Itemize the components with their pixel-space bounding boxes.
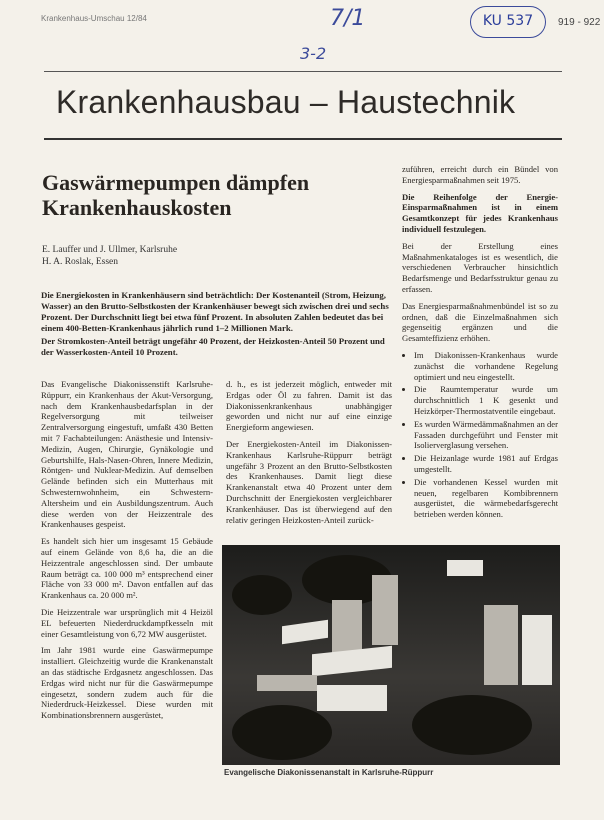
archive-stamp: KU 537	[470, 6, 546, 38]
list-item: • Es wurden Wärmedämmaßnahmen an der Fassaden durchgeführt und Fenster mit Isolierverglasung versehen.	[414, 419, 558, 451]
photo-caption: Evangelische Diakonissenanstalt in Karlsruhe-Rüppurr	[224, 768, 434, 777]
body-paragraph: Das Energiesparmaßnahmenbündel ist so zu ordnen, daß die Einzelmaßnahmen sich gegenseitig ergänzen und die Gesamteffizienz erhöhen.	[402, 300, 558, 344]
source-header: Krankenhaus-Umschau 12/84	[41, 14, 147, 23]
lead-paragraph	[41, 290, 389, 360]
body-paragraph: Es handelt sich hier um insgesamt 15 Gebäude auf einem Gelände von 8,6 ha, die an die Heizzentrale angeschlossen sind. Der umbaute Raum beträgt ca. 100 000 m³ entsprechend einer Fläche von 33 000 m². Davon entfallen auf das Krankenhaus ca. 20 000 m².	[41, 536, 213, 601]
list-item: • Im Diakonissen-Krankenhaus wurde zunächst die vorhandene Regelung optimiert und neu eingestellt.	[414, 350, 558, 382]
highlight-paragraph: Die Reihenfolge der Energie-Einsparmaßnahmen ist in einem Gesamtkonzept für jedes Krankenhaus individuell festzulegen.	[402, 191, 558, 234]
lead-text: Die Energiekosten in Krankenhäusern sind beträchtlich: Der Kostenanteil (Strom, Heizung, Wasser) an den Brutto-Selbstkosten der Krankenhäuser bewegt sich zwischen drei und sechs Prozent. Der Durchschnitt liegt bei etwa fünf Prozent. In absoluten Zahlen bedeutet das bei einem 400-Betten-Krankenhaus jährlich rund 1–2 Millionen Mark.	[41, 290, 389, 333]
page-range: 919 - 922	[558, 17, 601, 28]
list-item: • Die Raumtemperatur wurde um durchschnittlich 1 K gesenkt und Heizkörper-Thermostatventile eingebaut.	[414, 384, 558, 416]
measures-list	[402, 350, 558, 520]
column-2	[226, 379, 392, 531]
divider	[44, 138, 562, 140]
article-title: Gaswärmepumpen dämpfen Krankenhauskosten	[42, 170, 310, 220]
handwritten-note: 3-2	[300, 44, 327, 63]
section-title: Krankenhausbau – Haustechnik	[56, 84, 516, 120]
handwritten-note: 7/1	[330, 6, 366, 31]
body-paragraph: d. h., es ist jederzeit möglich, entweder mit Erdgas oder Öl zu fahren. Damit ist das Diakonissenkrankenhaus unabhängiger geworden und nicht nur auf eine einzige Energieform angewiesen.	[226, 379, 392, 433]
body-paragraph: zuführen, erreicht durch ein Bündel von Energiesparmaßnahmen seit 1975.	[402, 164, 558, 185]
column-3	[402, 164, 558, 522]
divider	[44, 71, 562, 72]
body-paragraph: Die Heizzentrale war ursprünglich mit 4 Heizöl EL befeuerten Niederdruckdampfkesseln mit einer Gesamtleistung von 6,72 MW ausgerüstet.	[41, 606, 213, 639]
aerial-photo	[222, 545, 560, 765]
body-paragraph: Das Evangelische Diakonissenstift Karlsruhe-Rüppurr, ein Krankenhaus der Akut-Versorgung, nach dem Krankenhausbedarfsplan in der Regelversorgung mit teilweiser Zentralversorgung eingestuft, umfaßt 430 Betten mit 7 Fachabteilungen: Anästhesie und Intensiv-Medizin, Augen, Chirurgie, Gynäkologie und Geburtshilfe, Hals-Nasen-Ohren, Innere Medizin, Röntgen- und Nuklear-Medizin. Auf demselben Gelände befinden sich ein Mutterhaus mit Schwesternwohnheim, ein Schwestern-Altersheim und ein Ausbildungszentrum. Auch diese werden von der Heizzentrale des Krankenhauses gespeist.	[41, 379, 213, 530]
body-paragraph: Im Jahr 1981 wurde eine Gaswärmepumpe installiert. Gleichzeitig wurde die Krankenanstalt an das städtische Erdgasnetz angeschlossen. Das Erdgas wird nicht nur für die Gaswärmepumpe eingesetzt, sondern zudem auch für die Niederdruck-Heizkessel. Diese wurden mit Kombinationsbrennern ausgerüstet,	[41, 645, 213, 721]
body-paragraph: Der Energiekosten-Anteil im Diakonissen-Krankenhaus Karlsruhe-Rüppurr beträgt ungefähr 3 Prozent an den Brutto-Selbstkosten des Krankenhauses. Damit liegt diese Krankenanstalt etwa 40 Prozent unter dem Durchschnitt der Energiekosten vergleichbarer Krankenhäuser. Das ist überwiegend auf den relativ geringen Heizkosten-Anteil zurück-	[226, 438, 392, 525]
column-1	[41, 379, 213, 727]
authors	[42, 244, 177, 268]
author-line: E. Lauffer und J. Ullmer, Karlsruhe	[42, 245, 178, 255]
body-paragraph: Bei der Erstellung eines Maßnahmenkataloges ist es wesentlich, die verschiedenen Verbraucher hinsichtlich Bedarfsmenge und Bedarfsstruktur genau zu erfassen.	[402, 240, 558, 294]
list-item: • Die Heizanlage wurde 1981 auf Erdgas umgestellt.	[414, 453, 558, 475]
author-line: H. A. Roslak, Essen	[42, 257, 118, 267]
list-item: • Die vorhandenen Kessel wurden mit neuen, regelbaren Kombibrennern ausgerüstet, die wärmebedarfsgerecht betrieben werden können.	[414, 477, 558, 520]
lead-text: Der Stromkosten-Anteil beträgt ungefähr 40 Prozent, der Heizkosten-Anteil 50 Prozent und der Wasserkosten-Anteil 10 Prozent.	[41, 336, 385, 357]
